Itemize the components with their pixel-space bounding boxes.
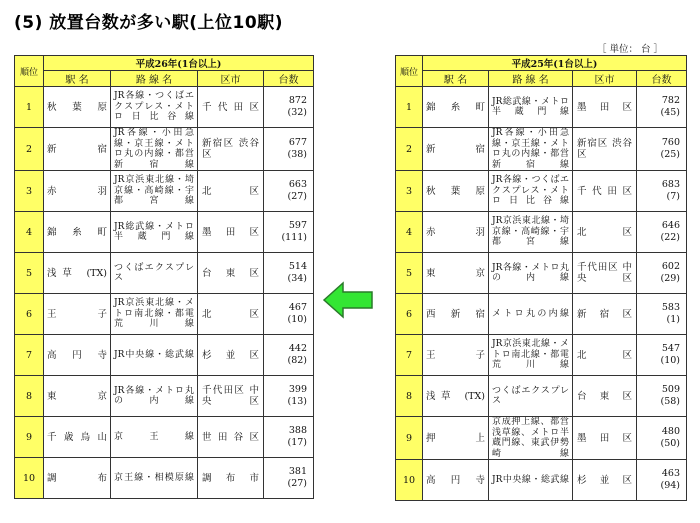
table-row <box>396 335 687 376</box>
ward-cell: 杉並区 <box>198 335 264 376</box>
count-value: 583 <box>661 302 680 313</box>
rank-cell: 3 <box>15 171 44 212</box>
table-row <box>15 87 314 128</box>
count-value: 872 <box>288 95 307 106</box>
ward-cell: 墨田区 <box>573 417 637 460</box>
rank-cell: 1 <box>396 87 423 128</box>
rank-cell: 10 <box>15 458 44 499</box>
count-previous: (45) <box>660 107 680 118</box>
lines-cell: JR各線・つくばエクスプレス・メトロ日比谷線 <box>111 87 198 128</box>
count-previous: (17) <box>287 437 307 448</box>
count-cell <box>264 417 314 458</box>
station-cell: 錦糸町 <box>44 212 111 253</box>
count-previous: (13) <box>287 396 307 407</box>
header-ward: 区市 <box>198 71 264 87</box>
table-row <box>396 87 687 128</box>
count-cell <box>264 294 314 335</box>
count-previous: (82) <box>287 355 307 366</box>
count-value: 597 <box>288 220 307 231</box>
rank-cell: 3 <box>396 171 423 212</box>
header-lines: 路 線 名 <box>111 71 198 87</box>
rank-cell: 9 <box>15 417 44 458</box>
table-row <box>15 253 314 294</box>
count-previous: (34) <box>287 273 307 284</box>
rank-cell: 6 <box>15 294 44 335</box>
header-count: 台数 <box>637 71 687 87</box>
station-cell: 秋葉原 <box>44 87 111 128</box>
station-cell: 押上 <box>423 417 489 460</box>
table-row <box>15 458 314 499</box>
station-cell: 高円寺 <box>44 335 111 376</box>
lines-cell: JR中央線・総武線 <box>111 335 198 376</box>
count-value: 480 <box>661 426 680 437</box>
header-rank: 順位 <box>396 56 423 87</box>
table-row <box>396 417 687 460</box>
count-previous: (7) <box>666 191 680 202</box>
station-cell: 高円寺 <box>423 460 489 501</box>
count-value: 677 <box>288 137 307 148</box>
ward-cell: 千代田区 中央区 <box>573 253 637 294</box>
station-cell: 錦糸町 <box>423 87 489 128</box>
count-value: 399 <box>288 384 307 395</box>
station-cell: 西新宿 <box>423 294 489 335</box>
lines-cell: JR京浜東北線・メトロ南北線・都電荒川線 <box>111 294 198 335</box>
station-cell: 千歳烏山 <box>44 417 111 458</box>
station-cell: 秋葉原 <box>423 171 489 212</box>
count-cell <box>637 294 687 335</box>
rank-cell: 2 <box>15 128 44 171</box>
rank-cell: 4 <box>15 212 44 253</box>
table-row <box>396 171 687 212</box>
count-cell <box>637 335 687 376</box>
rank-cell: 10 <box>396 460 423 501</box>
lines-cell: 京王線・相模原線 <box>111 458 198 499</box>
count-previous: (10) <box>660 355 680 366</box>
table-row <box>15 128 314 171</box>
count-value: 760 <box>661 137 680 148</box>
count-previous: (29) <box>660 273 680 284</box>
header-station: 駅 名 <box>44 71 111 87</box>
ward-cell: 千代田区 中央区 <box>198 376 264 417</box>
count-cell <box>637 376 687 417</box>
lines-cell: JR中央線・総武線 <box>489 460 573 501</box>
count-previous: (38) <box>287 149 307 160</box>
count-previous: (32) <box>287 107 307 118</box>
ward-cell: 新宿区 <box>573 294 637 335</box>
rank-cell: 5 <box>396 253 423 294</box>
header-year: 平成25年(1台以上) <box>423 56 687 71</box>
station-cell: 浅草 (TX) <box>44 253 111 294</box>
table-h25 <box>395 55 687 501</box>
count-cell <box>637 128 687 171</box>
count-value: 782 <box>661 95 680 106</box>
ward-cell: 新宿区 渋谷区 <box>573 128 637 171</box>
ward-cell: 北区 <box>573 212 637 253</box>
ward-cell: 墨田区 <box>198 212 264 253</box>
header-ward: 区市 <box>573 71 637 87</box>
table-row <box>396 294 687 335</box>
station-cell: 赤羽 <box>423 212 489 253</box>
station-cell: 王子 <box>423 335 489 376</box>
count-value: 509 <box>661 384 680 395</box>
ward-cell: 北区 <box>198 171 264 212</box>
rank-cell: 5 <box>15 253 44 294</box>
count-previous: (10) <box>287 314 307 325</box>
lines-cell: JR京浜東北線・メトロ南北線・都電荒川線 <box>489 335 573 376</box>
table-row <box>15 335 314 376</box>
lines-cell: つくばエクスプレス <box>111 253 198 294</box>
count-cell <box>264 128 314 171</box>
count-previous: (111) <box>281 232 307 243</box>
lines-cell: つくばエクスプレス <box>489 376 573 417</box>
count-value: 463 <box>661 468 680 479</box>
rank-cell: 9 <box>396 417 423 460</box>
lines-cell: メトロ丸の内線 <box>489 294 573 335</box>
lines-cell: JR京浜東北線・埼京線・高崎線・宇都宮線 <box>489 212 573 253</box>
rank-cell: 6 <box>396 294 423 335</box>
station-cell: 東京 <box>44 376 111 417</box>
rank-cell: 1 <box>15 87 44 128</box>
rank-cell: 8 <box>396 376 423 417</box>
lines-cell: JR各線・小田急線・京王線・メトロ丸の内線・都営新宿線 <box>111 128 198 171</box>
rank-cell: 2 <box>396 128 423 171</box>
ward-cell: 台東区 <box>573 376 637 417</box>
rank-cell: 8 <box>15 376 44 417</box>
table-row <box>396 253 687 294</box>
lines-cell: JR京浜東北線・埼京線・高崎線・宇都宮線 <box>111 171 198 212</box>
count-previous: (94) <box>660 480 680 491</box>
rank-cell: 4 <box>396 212 423 253</box>
ward-cell: 北区 <box>198 294 264 335</box>
table-row <box>396 460 687 501</box>
table-row <box>15 417 314 458</box>
count-cell <box>264 458 314 499</box>
count-cell <box>637 87 687 128</box>
station-cell: 浅草 (TX) <box>423 376 489 417</box>
lines-cell: JR各線・小田急線・京王線・メトロ丸の内線・都営新宿線 <box>489 128 573 171</box>
header-lines: 路 線 名 <box>489 71 573 87</box>
header-rank: 順位 <box>15 56 44 87</box>
page-title: (5) 放置台数が多い駅(上位10駅) <box>14 13 283 33</box>
table-row <box>15 212 314 253</box>
count-previous: (27) <box>287 478 307 489</box>
count-cell <box>264 212 314 253</box>
count-value: 547 <box>661 343 680 354</box>
ward-cell: 調布市 <box>198 458 264 499</box>
station-cell: 新宿 <box>423 128 489 171</box>
count-value: 381 <box>288 466 307 477</box>
station-cell: 赤羽 <box>44 171 111 212</box>
count-cell <box>264 376 314 417</box>
ward-cell: 千代田区 <box>198 87 264 128</box>
station-cell: 東京 <box>423 253 489 294</box>
count-previous: (1) <box>666 314 680 325</box>
left-arrow-icon <box>322 280 374 320</box>
table-row <box>15 294 314 335</box>
table-row <box>15 376 314 417</box>
header-count: 台数 <box>264 71 314 87</box>
ward-cell: 千代田区 <box>573 171 637 212</box>
table-row <box>396 376 687 417</box>
station-cell: 調布 <box>44 458 111 499</box>
lines-cell: JR各線・メトロ丸の内線 <box>111 376 198 417</box>
lines-cell: JR総武線・メトロ半蔵門線 <box>111 212 198 253</box>
count-value: 602 <box>661 261 680 272</box>
count-value: 467 <box>288 302 307 313</box>
count-value: 514 <box>288 261 307 272</box>
count-cell <box>264 87 314 128</box>
rank-cell: 7 <box>15 335 44 376</box>
station-cell: 王子 <box>44 294 111 335</box>
ward-cell: 世田谷区 <box>198 417 264 458</box>
count-cell <box>637 212 687 253</box>
lines-cell: JR各線・つくばエクスプレス・メトロ日比谷線 <box>489 171 573 212</box>
header-station: 駅 名 <box>423 71 489 87</box>
table-row <box>15 171 314 212</box>
table-row <box>396 128 687 171</box>
count-cell <box>637 460 687 501</box>
count-value: 683 <box>661 179 680 190</box>
count-previous: (22) <box>660 232 680 243</box>
ward-cell: 台東区 <box>198 253 264 294</box>
count-cell <box>637 253 687 294</box>
station-cell: 新宿 <box>44 128 111 171</box>
count-cell <box>637 171 687 212</box>
header-year: 平成26年(1台以上) <box>44 56 314 71</box>
count-cell <box>637 417 687 460</box>
lines-cell: 京成押上線、都営浅草線、メトロ半蔵門線、東武伊勢崎線 <box>489 417 573 460</box>
count-previous: (58) <box>660 396 680 407</box>
count-cell <box>264 171 314 212</box>
ward-cell: 墨田区 <box>573 87 637 128</box>
count-cell <box>264 335 314 376</box>
count-value: 663 <box>288 179 307 190</box>
count-previous: (50) <box>660 438 680 449</box>
table-h26 <box>14 55 314 499</box>
rank-cell: 7 <box>396 335 423 376</box>
table-row <box>396 212 687 253</box>
lines-cell: 京王線 <box>111 417 198 458</box>
ward-cell: 新宿区 渋谷区 <box>198 128 264 171</box>
lines-cell: JR各線・メトロ丸の内線 <box>489 253 573 294</box>
unit-label: ［ 単位： 台 ］ <box>597 44 664 55</box>
ward-cell: 杉並区 <box>573 460 637 501</box>
count-previous: (25) <box>660 149 680 160</box>
count-cell <box>264 253 314 294</box>
lines-cell: JR総武線・メトロ半蔵門線 <box>489 87 573 128</box>
count-value: 646 <box>661 220 680 231</box>
count-previous: (27) <box>287 191 307 202</box>
count-value: 442 <box>288 343 307 354</box>
count-value: 388 <box>288 425 307 436</box>
ward-cell: 北区 <box>573 335 637 376</box>
